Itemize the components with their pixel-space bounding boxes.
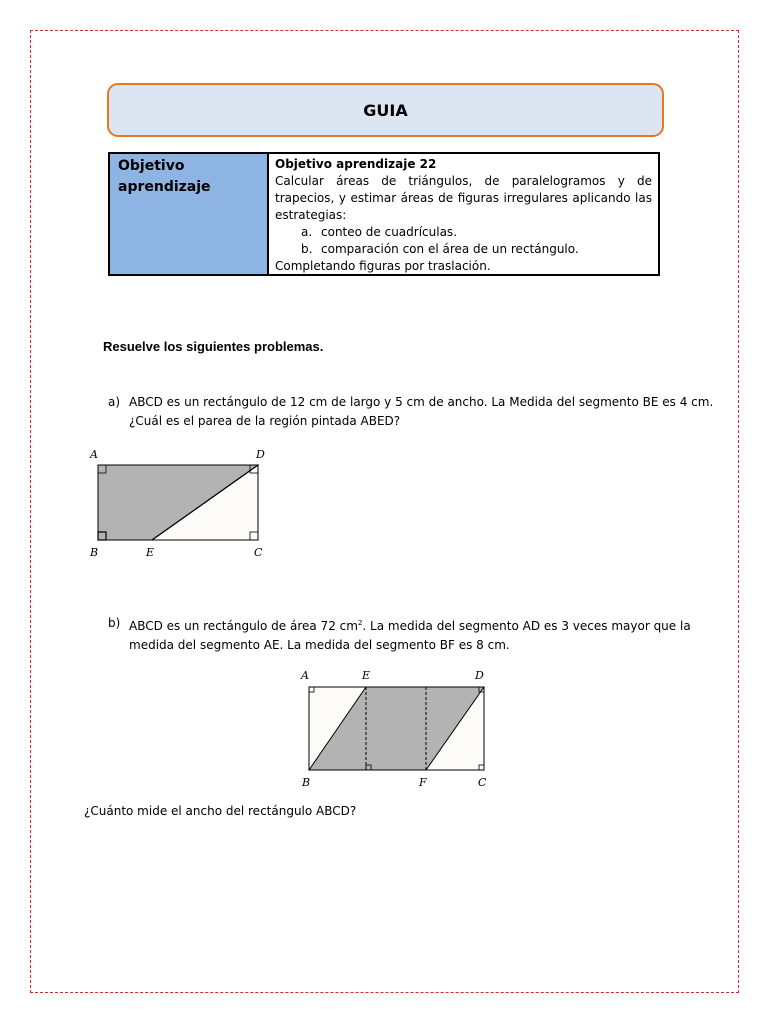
label-d: D <box>256 448 265 461</box>
label-c: C <box>478 776 487 789</box>
problem-b-text <box>129 614 718 655</box>
label-d: D <box>475 669 484 682</box>
label-e: E <box>146 546 155 559</box>
problem-b-label: b) <box>108 616 121 630</box>
problem-b-superscript: 2 <box>357 619 363 627</box>
list-item <box>301 224 652 241</box>
figure-a <box>86 444 276 562</box>
problem-a-label: a) <box>108 395 121 409</box>
figure-b <box>296 664 494 792</box>
list-marker: a. <box>301 225 313 239</box>
objective-closing: Completando figuras por traslación. <box>275 259 491 273</box>
problem-b-text-end: . La medida del segmento AD es 3 veces mayor que la medida del segmento AE. La medida del segmento BF es 8 cm. <box>129 619 691 652</box>
label-e: E <box>362 669 371 682</box>
label-c: C <box>254 546 263 559</box>
list-text: conteo de cuadrículas. <box>321 225 458 239</box>
objective-title: Objetivo aprendizaje 22 <box>275 157 437 171</box>
problem-b-text-start: ABCD es un rectángulo de área 72 cm <box>129 619 358 633</box>
label-b: B <box>302 776 311 789</box>
instruction-text: Resuelve los siguientes problemas. <box>103 339 324 354</box>
question-text: ¿Cuánto mide el ancho del rectángulo ABCD? <box>84 804 357 818</box>
objective-content <box>269 154 658 274</box>
objective-label: Objetivo aprendizaje <box>110 154 269 274</box>
title-box <box>107 83 664 137</box>
label-f: F <box>419 776 427 789</box>
list-item <box>301 241 652 258</box>
problem-a-text: ABCD es un rectángulo de 12 cm de largo y 5 cm de ancho. La Medida del segmento BE es 4 cm. ¿Cuál es el parea de la región pintada ABED? <box>129 395 714 428</box>
objective-description: Calcular áreas de triángulos, de paralelogramos y de trapecios, y estimar áreas de figuras irregulares aplicando las estrategias: <box>275 174 652 222</box>
label-b: B <box>90 546 99 559</box>
list-marker: b. <box>301 242 313 256</box>
label-a: A <box>301 669 309 682</box>
label-a: A <box>90 448 98 461</box>
page-title: GUIA <box>363 100 408 120</box>
problem-b <box>108 614 718 655</box>
objective-table <box>108 152 660 276</box>
problem-a <box>108 393 718 431</box>
strategy-list <box>301 224 652 258</box>
list-text: comparación con el área de un rectángulo. <box>321 242 579 256</box>
